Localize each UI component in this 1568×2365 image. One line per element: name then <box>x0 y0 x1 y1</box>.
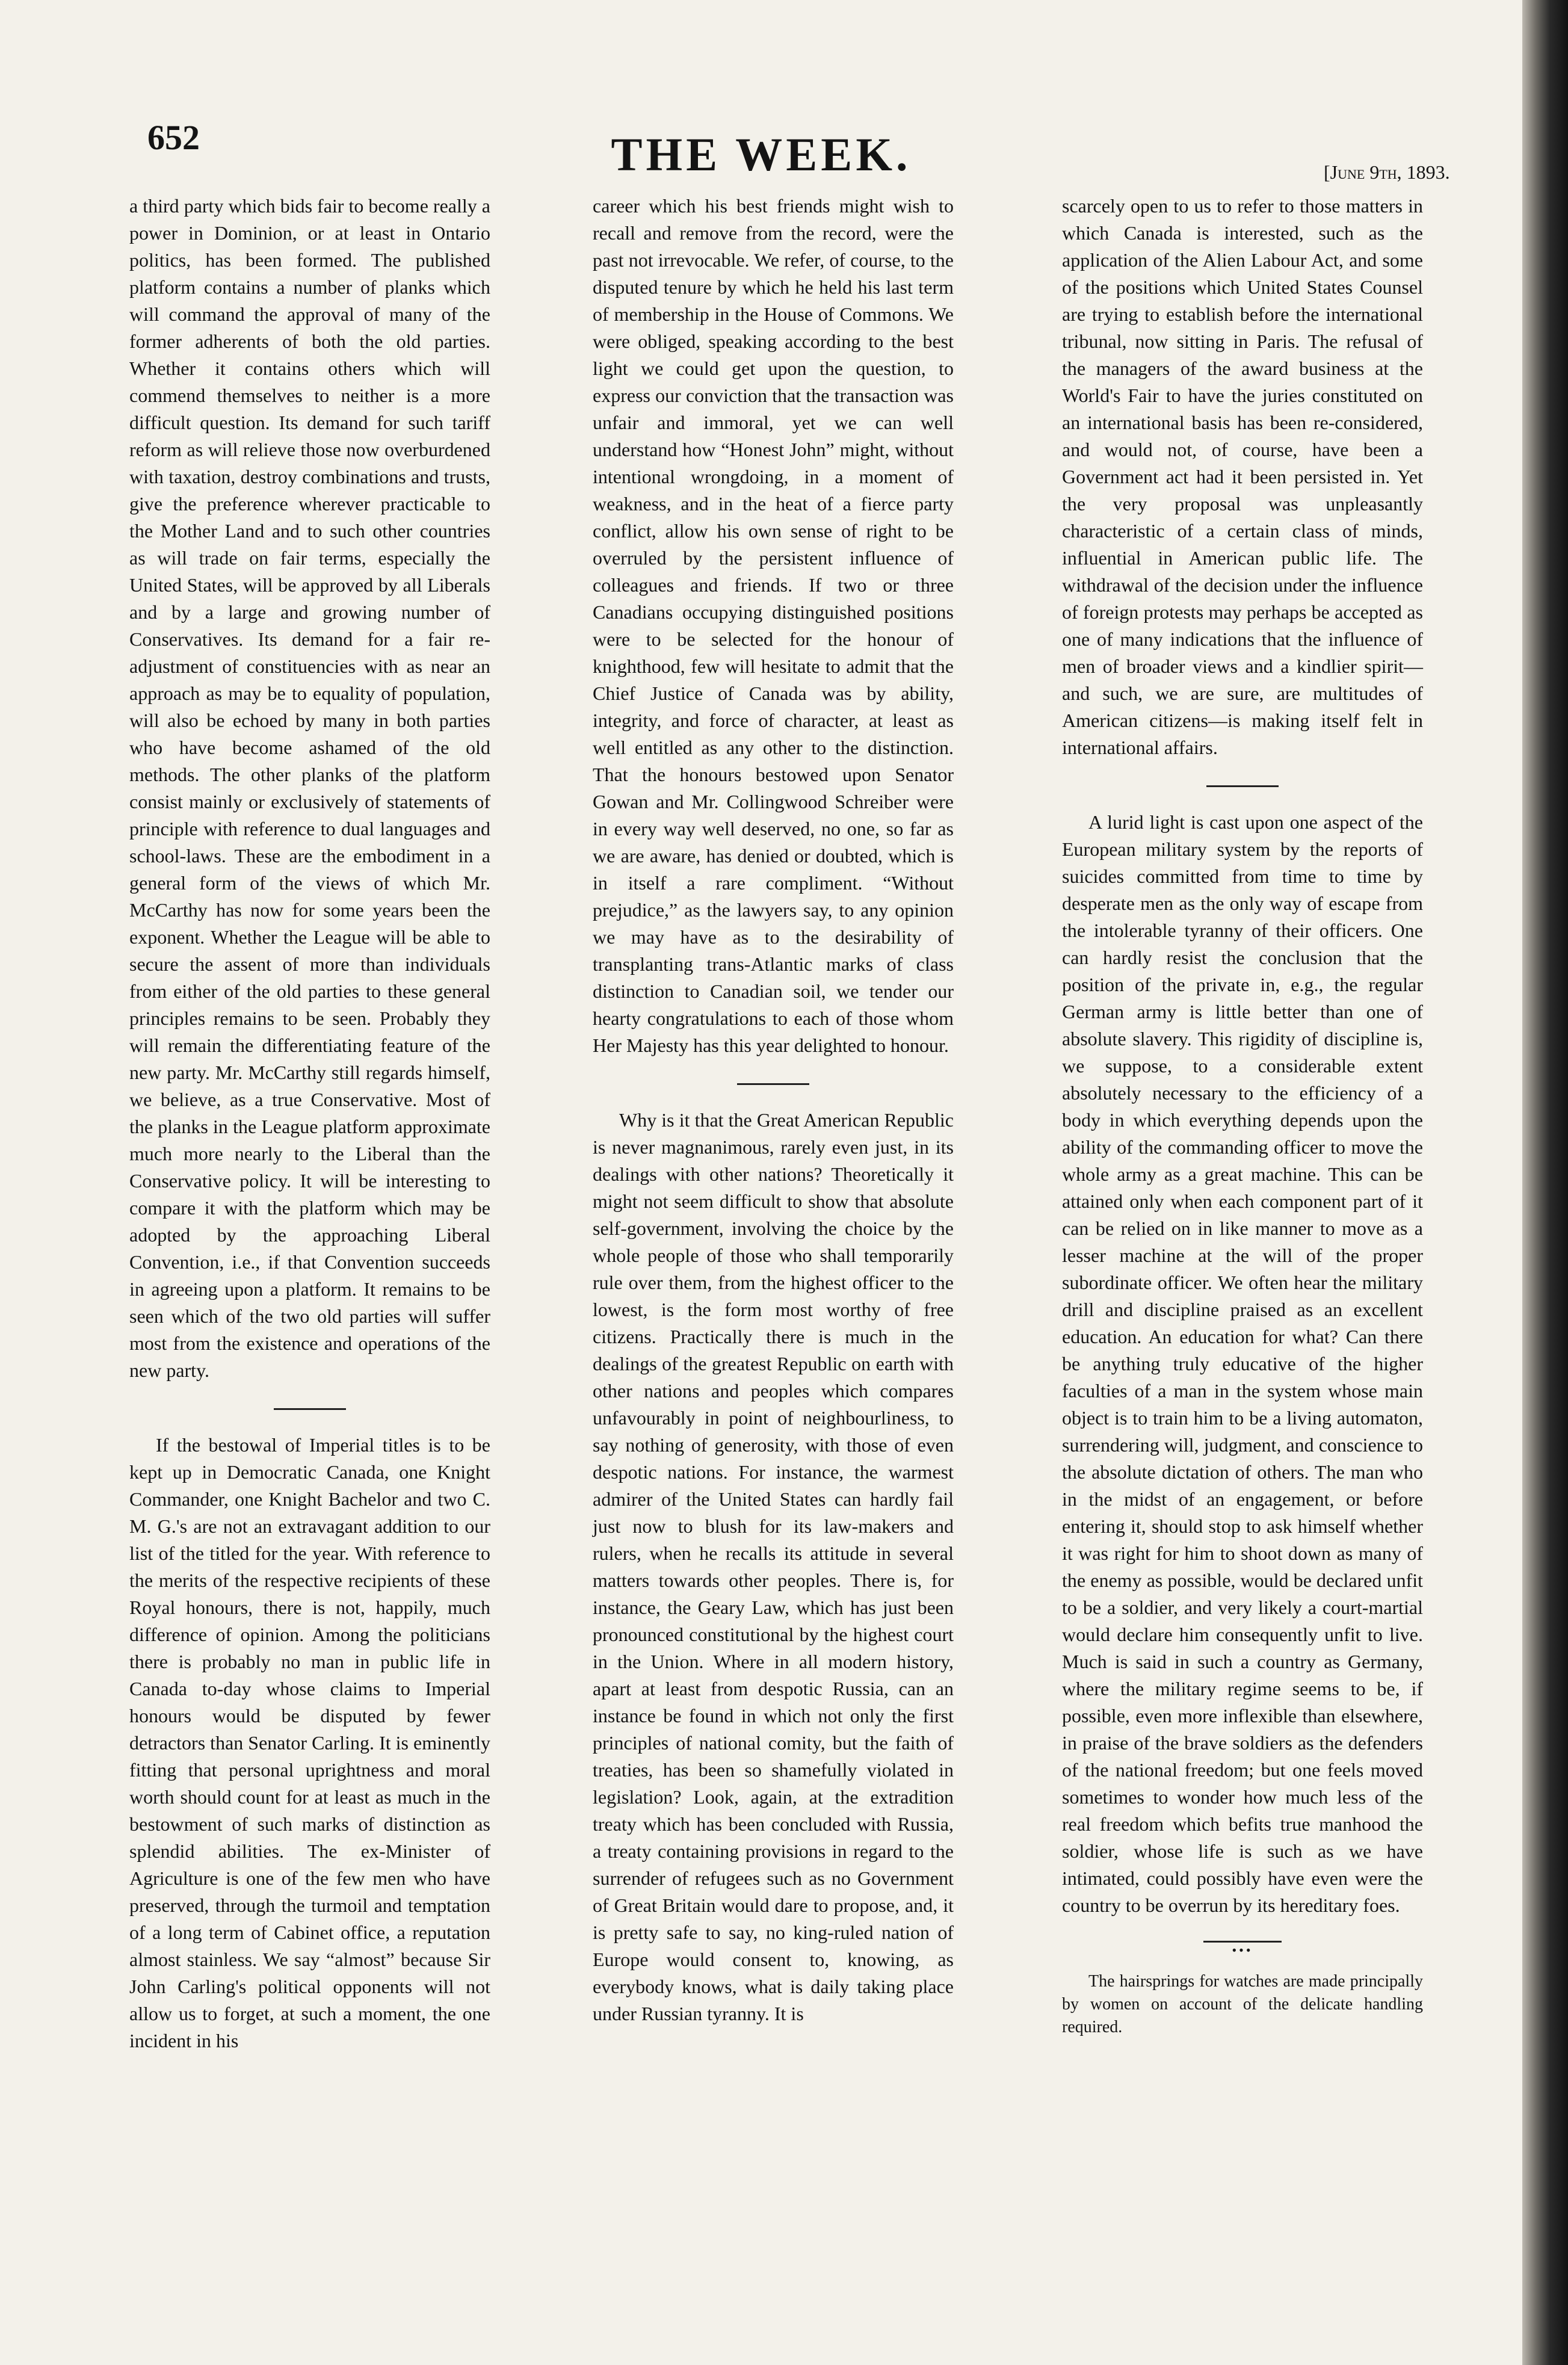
issue-date: [June 9th, 1893. <box>1324 161 1450 183</box>
ornament-divider: ••• <box>1203 1941 1282 1957</box>
article-paragraph: Why is it that the Great American Republic is never magnanimous, rarely even just, in its dealings with other nations? Theoretically it might not seem difficult to show that absolute self-government, involving the choice by the whole people of those who shall temporarily rule over them, from the highest officer to the lowest, is the form most worthy of free citizens. Practically there is much in the dealings of the greatest Republic on earth with other nations and peoples which compares unfavourably in point of neighbourliness, to say nothing of generosity, with those of even despotic nations. For instance, the warmest admirer of the United States can hardly fail just now to blush for its law-makers and rulers, when he recalls its attitude in several matters towards other peoples. There is, for instance, the Geary Law, which has just been pronounced constitutional by the highest court in the Union. Where in all modern history, apart at least from despotic Russia, can an instance be found in which not only the first principles of national comity, but the faith of treaties, has been so shamefully violated in legislation? Look, again, at the extradition treaty which has been concluded with Russia, a treaty containing provisions in regard to the surrender of refugees such as no Government of Great Britain would dare to propose, and, it is pretty safe to say, no king-ruled nation of Europe would consent to, knowing, as everybody knows, what is daily taking place under Russian tyranny. It is <box>593 1109 954 2024</box>
section-divider <box>737 1083 809 1085</box>
article-paragraph: scarcely open to us to refer to those matters in which Canada is interested, such as the application of the Alien Labour Act, and some of the positions which United States Counsel are trying to establish before the international tribunal, now sitting in Paris. The refusal of the managers of the award business at the World's Fair to have the juries constituted on an international basis has been re-considered, and would not, of course, have been a Government act had it been persisted in. Yet the very proposal was unpleasantly characteristic of a certain class of minds, influential in American public life. The withdrawal of the decision under the influence of foreign protests may perhaps be accepted as one of many indications that the influence of men of broader views and a kindlier spirit—and such, we are sure, are multitudes of American citizens—is making itself felt in international affairs. <box>1062 195 1423 758</box>
column-2 <box>593 193 954 2027</box>
article-paragraph: If the bestowal of Imperial titles is to be kept up in Democratic Canada, one Knight Commander, one Knight Bachelor and two C. M. G.'s are not an extravagant addition to our list of the titled for the year. With reference to the merits of the respective recipients of these Royal honours, there is not, happily, much difference of opinion. Among the politicians there is probably no man in public life in Canada to-day whose claims to Imperial honours would be disputed by fewer detractors than Senator Carling. It is eminently fitting that personal uprightness and moral worth should count for at least as much in the bestowment of such marks of distinction as splendid abilities. The ex-Minister of Agriculture is one of the few men who have preserved, through the turmoil and temptation of a long term of Cabinet office, a reputation almost stainless. We say “almost” because Sir John Carling's political opponents will not allow us to forget, at such a moment, the one incident in his <box>129 1434 490 2051</box>
section-divider <box>1206 785 1279 787</box>
filler-note: The hairsprings for watches are made principally by women on account of the delicate handling required. <box>1062 1972 1423 2036</box>
book-gutter-shadow <box>1522 0 1568 2365</box>
publication-title: THE WEEK. <box>611 128 912 181</box>
section-divider <box>274 1408 346 1410</box>
column-1 <box>129 193 490 2054</box>
page-number: 652 <box>147 118 200 157</box>
column-3 <box>1062 193 1423 2039</box>
article-paragraph: A lurid light is cast upon one aspect of the European military system by the reports of suicides committed from time to time by desperate men as the only way of escape from the intolerable tyranny of their officers. One can hardly resist the conclusion that the position of the private in, e.g., the regular German army is little better than one of absolute slavery. This rigidity of discipline is, we suppose, to a considerable extent absolutely necessary to the efficiency of a body in which everything depends upon the ability of the commanding officer to move the whole army as a great machine. This can be attained only when each component part of it can be relied on in like manner to move as a lesser machine at the will of the proper subordinate officer. We often hear the military drill and discipline praised as an excellent education. An education for what? Can there be anything truly educative of the higher faculties of a man in the system whose main object is to train him to be a living automaton, surrendering will, judgment, and conscience to the absolute dictation of others. The man who in the midst of an engagement, or before entering it, should stop to ask himself whether it was right for him to shoot down as many of the enemy as possible, would be declared unfit to be a soldier, and very likely a court-martial would declare him consequently unfit to live. Much is said in such a country as Germany, where the military regime seems to be, if possible, even more inflexible than elsewhere, in praise of the brave soldiers as the defenders of the national freedom; but one feels moved sometimes to wonder how much less of the real freedom which befits true manhood the soldier, whose life is such as we have intimated, could possibly have even were the country to be overrun by its hereditary foes. <box>1062 811 1423 1916</box>
article-paragraph: a third party which bids fair to become really a power in Dominion, or at least in Ontario politics, has been formed. The published platform contains a number of planks which will command the approval of many of the former adherents of both the old parties. Whether it contains others which will commend themselves to neither is a more difficult question. Its demand for such tariff reform as will relieve those now overburdened with taxation, destroy combinations and trusts, give the preference wherever practicable to the Mother Land and to such other countries as will trade on fair terms, especially the United States, will be approved by all Liberals and by a large and growing number of Conservatives. Its demand for a fair re-adjustment of constituencies with as near an approach as may be to equality of population, will also be echoed by many in both parties who have become ashamed of the old methods. The other planks of the platform consist mainly or exclusively of statements of principle with reference to dual languages and school-laws. These are the embodiment in a general form of the views of which Mr. McCarthy has now for some years been the exponent. Whether the League will be able to secure the assent of more than individuals from either of the old parties to these general principles remains to be seen. Probably they will remain the differentiating feature of the new party. Mr. McCarthy still regards himself, we believe, as a true Conservative. Most of the planks in the League platform approximate much more nearly to the Liberal than the Conservative policy. It will be interesting to compare it with the platform which may be adopted by the approaching Liberal Convention, i.e., if that Convention succeeds in agreeing upon a platform. It remains to be seen which of the two old parties will suffer most from the existence and operations of the new party. <box>129 195 490 1381</box>
article-paragraph: career which his best friends might wish to recall and remove from the record, were the past not irrevocable. We refer, of course, to the disputed tenure by which he held his last term of membership in the House of Commons. We were obliged, speaking according to the best light we could get upon the question, to express our conviction that the transaction was unfair and immoral, yet we can well understand how “Honest John” might, without intentional wrongdoing, in a moment of weakness, and in the heat of a fierce party conflict, allow his own sense of right to be overruled by the persistent influence of colleagues and friends. If two or three Canadians occupying distinguished positions were to be selected for the honour of knighthood, few will hesitate to admit that the Chief Justice of Canada was by ability, integrity, and force of character, at least as well entitled as any other to the distinction. That the honours bestowed upon Senator Gowan and Mr. Collingwood Schreiber were in every way well deserved, no one, so far as we are aware, has denied or doubted, which is in itself a rare compliment. “Without prejudice,” as the lawyers say, to any opinion we may have as to the desirability of transplanting trans-Atlantic marks of class distinction to Canadian soil, we tender our hearty congratulations to each of those whom Her Majesty has this year delighted to honour. <box>593 195 954 1056</box>
